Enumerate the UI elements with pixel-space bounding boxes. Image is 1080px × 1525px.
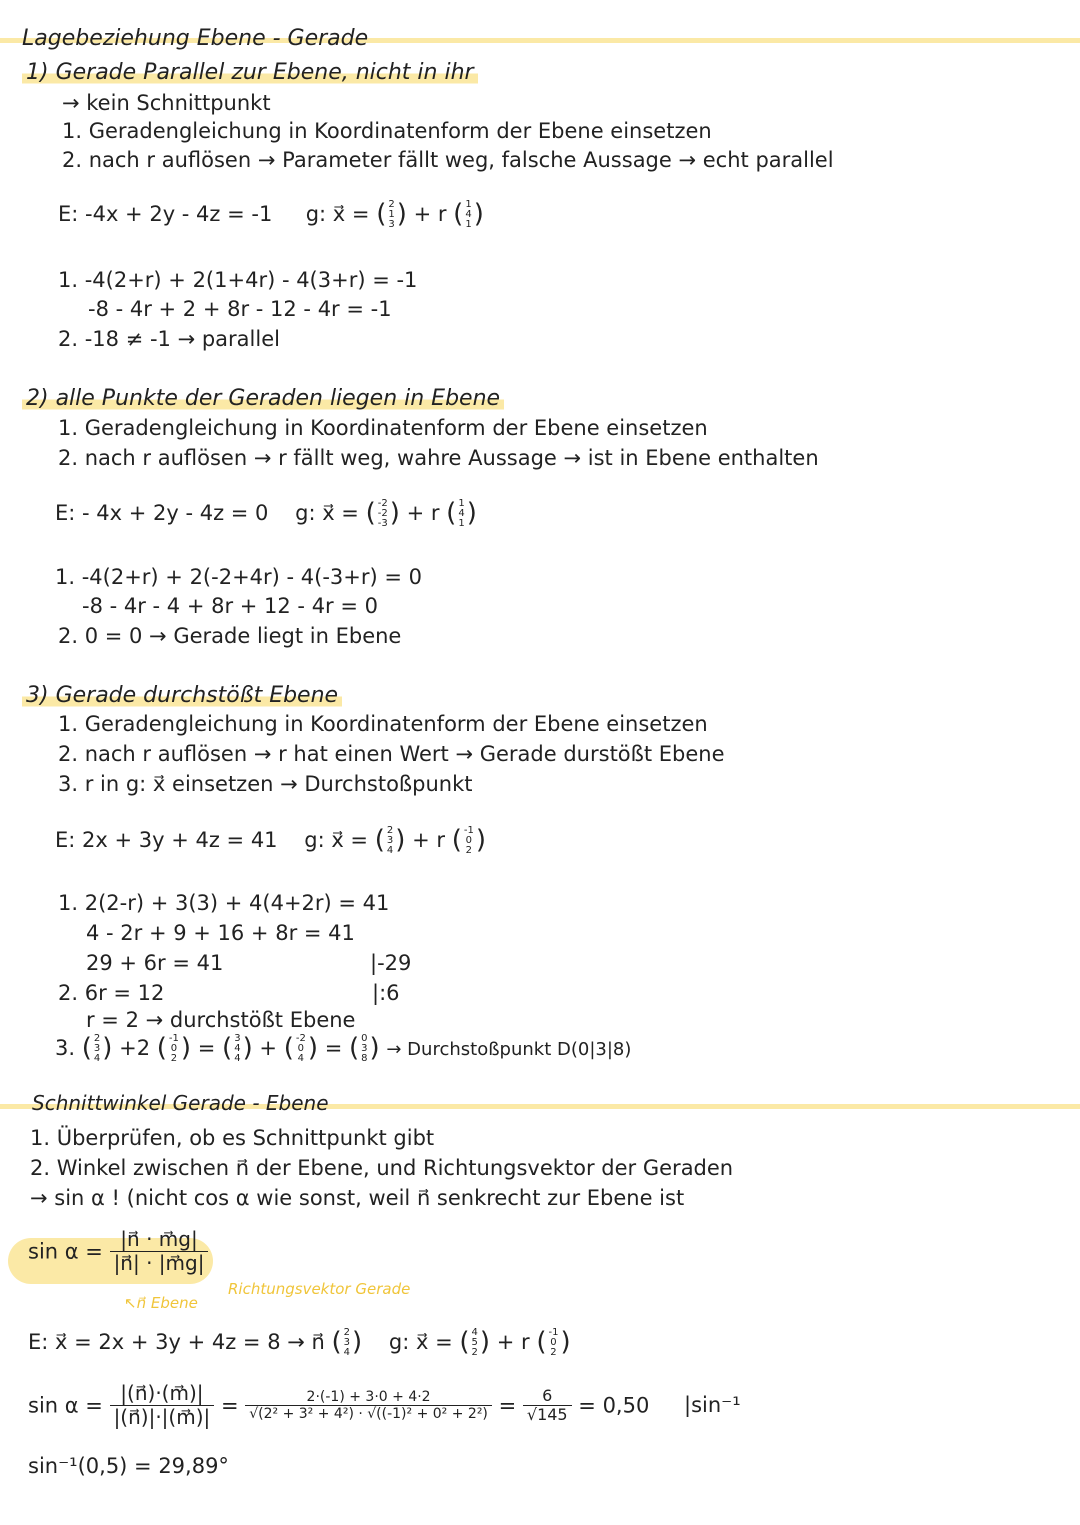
section-3-support-vector: 2 3 4 <box>386 825 394 856</box>
section-2-calc-3: 2. 0 = 0 → Gerade liegt in Ebene <box>58 624 402 648</box>
section-1-heading: 1) Gerade Parallel zur Ebene, nicht in ihr <box>22 60 478 85</box>
section-3-result-vector: 0 3 8 <box>361 1033 368 1064</box>
section-2-calc-1: 1. -4(2+r) + 2(-2+4r) - 4(-3+r) = 0 <box>55 565 422 589</box>
section-3-step-2: 2. nach r auflösen → r hat einen Wert → Gerade durstößt Ebene <box>58 742 725 766</box>
section-3-calc-2: 4 - 2r + 9 + 16 + 8r = 41 <box>86 921 355 945</box>
section-4-step-3: → sin α ! (nicht cos α wie sonst, weil n⃗ senkrecht zur Ebene ist <box>30 1186 685 1210</box>
section-2-direction-vector: 1 4 1 <box>458 498 465 529</box>
section-2-support-vector: -2 -2 -3 <box>377 498 388 529</box>
section-1-step-1: 1. Geradengleichung in Koordinatenform der Ebene einsetzen <box>62 119 712 143</box>
section-3-direction-vector: -1 0 2 <box>463 825 474 856</box>
section-1-calc-2: -8 - 4r + 2 + 8r - 12 - 4r = -1 <box>88 297 392 321</box>
sin-formula: sin α = $\frac{|n⃗ \cdot m⃗g|}{|n⃗| \cdot |m⃗g|}$ <box>28 1228 208 1275</box>
section-3-dir-vector-2: -1 0 2 <box>168 1033 179 1064</box>
section-4-step-1: 1. Überprüfen, ob es Schnittpunkt gibt <box>30 1126 435 1150</box>
section-3-calc-3: 29 + 6r = 41 <box>86 951 224 975</box>
section-4-step-2: 2. Winkel zwischen n⃗ der Ebene, und Richtungsvektor der Geraden <box>30 1156 734 1180</box>
section-2-calc-2: -8 - 4r - 4 + 8r + 12 - 4r = 0 <box>82 594 378 618</box>
section-2-heading: 2) alle Punkte der Geraden liegen in Ebene <box>22 386 504 411</box>
example-support-vector: 4 5 2 <box>471 1327 478 1358</box>
section-1-support-vector: 2 1 3 <box>388 199 395 230</box>
section-1-line-prefix: g: x⃗ = <box>305 202 370 226</box>
section-3-calc-5: r = 2 → durchstößt Ebene <box>86 1008 356 1032</box>
section-2-step-1: 1. Geradengleichung in Koordinatenform der Ebene einsetzen <box>58 416 708 440</box>
section-3-vector-b: -2 0 4 <box>295 1033 306 1064</box>
section-3-line-prefix: g: x⃗ = <box>304 828 369 852</box>
section-1-plane: E: -4x + 2y - 4z = -1 <box>58 202 273 226</box>
section-3-equations: E: 2x + 3y + 4z = 41 g: x⃗ = ( 2 3 4 ) + r ( -1 0 2 ) <box>55 825 486 856</box>
section-3-calc-4: 2. 6r = 12 <box>58 981 165 1005</box>
example-equations: E: x⃗ = 2x + 3y + 4z = 8 → n⃗ ( 2 3 4 ) g: x⃗ = ( 4 5 2 ) + r ( -1 0 2 ) <box>28 1327 571 1358</box>
section-3-heading: 3) Gerade durchstößt Ebene <box>22 683 342 708</box>
section-1-direction-vector: 1 4 1 <box>465 199 472 230</box>
section-3-calc-6: 3. ( 2 3 4 ) +2 ( -1 0 2 ) = ( 3 4 4 ) + ( -2 0 4 ) = ( 0 3 8 ) → Durchstoßpunkt D(0|3|8) <box>55 1033 632 1064</box>
section-3-step-1: 1. Geradengleichung in Koordinatenform der Ebene einsetzen <box>58 712 708 736</box>
section-3-vector-a: 3 4 4 <box>234 1033 241 1064</box>
example-calculation: sin α = $\frac{|(n⃗)\cdot(m⃗)|}{|(n⃗)|\cdot|(m⃗)|}$ = $\frac{2\cdot(-1) + 3\cdot 0 + 4\cdot 2}{\text{√(2² + 3² + 4²) · √((-1)² + 0² + 2²)}}$ = $\frac{6}{√145}$ = 0,50 |sin⁻¹ <box>28 1381 741 1429</box>
section-1-arrow: → kein Schnittpunkt <box>62 91 271 115</box>
annotation-normal-vector: ↖n⃗ Ebene <box>124 1294 198 1312</box>
section-title-2: Schnittwinkel Gerade - Ebene <box>32 1091 329 1115</box>
example-direction-vector: -1 0 2 <box>548 1327 559 1358</box>
section-2-equations: E: - 4x + 2y - 4z = 0 g: x⃗ = ( -2 -2 -3 ) + r ( 1 4 1 ) <box>55 498 477 529</box>
section-2-step-2: 2. nach r auflösen → r fällt weg, wahre Aussage → ist in Ebene enthalten <box>58 446 819 470</box>
page-title: Lagebeziehung Ebene - Gerade <box>22 26 369 51</box>
example-normal-vector: 2 3 4 <box>343 1327 351 1358</box>
section-3-calc-4-op: |:6 <box>372 981 400 1005</box>
section-3-point-vector: 2 3 4 <box>93 1033 101 1064</box>
section-2-line-prefix: g: x⃗ = <box>295 501 359 525</box>
annotation-direction-vector: Richtungsvektor Gerade <box>228 1280 411 1298</box>
section-1-calc-3: 2. -18 ≠ -1 → parallel <box>58 327 280 351</box>
section-1-step-2: 2. nach r auflösen → Parameter fällt weg, falsche Aussage → echt parallel <box>62 148 834 172</box>
section-1-equations: E: -4x + 2y - 4z = -1 g: x⃗ = ( 2 1 3 ) + r ( 1 4 1 ) <box>58 199 484 230</box>
section-3-calc-3-op: |-29 <box>370 951 412 975</box>
section-3-plane: E: 2x + 3y + 4z = 41 <box>55 828 278 852</box>
section-2-plane: E: - 4x + 2y - 4z = 0 <box>55 501 269 525</box>
final-result: sin⁻¹(0,5) = 29,89° <box>28 1454 229 1478</box>
section-3-calc-1: 1. 2(2-r) + 3(3) + 4(4+2r) = 41 <box>58 891 390 915</box>
section-3-step-3: 3. r in g: x⃗ einsetzen → Durchstoßpunkt <box>58 772 473 796</box>
section-1-calc-1: 1. -4(2+r) + 2(1+4r) - 4(3+r) = -1 <box>58 268 418 292</box>
